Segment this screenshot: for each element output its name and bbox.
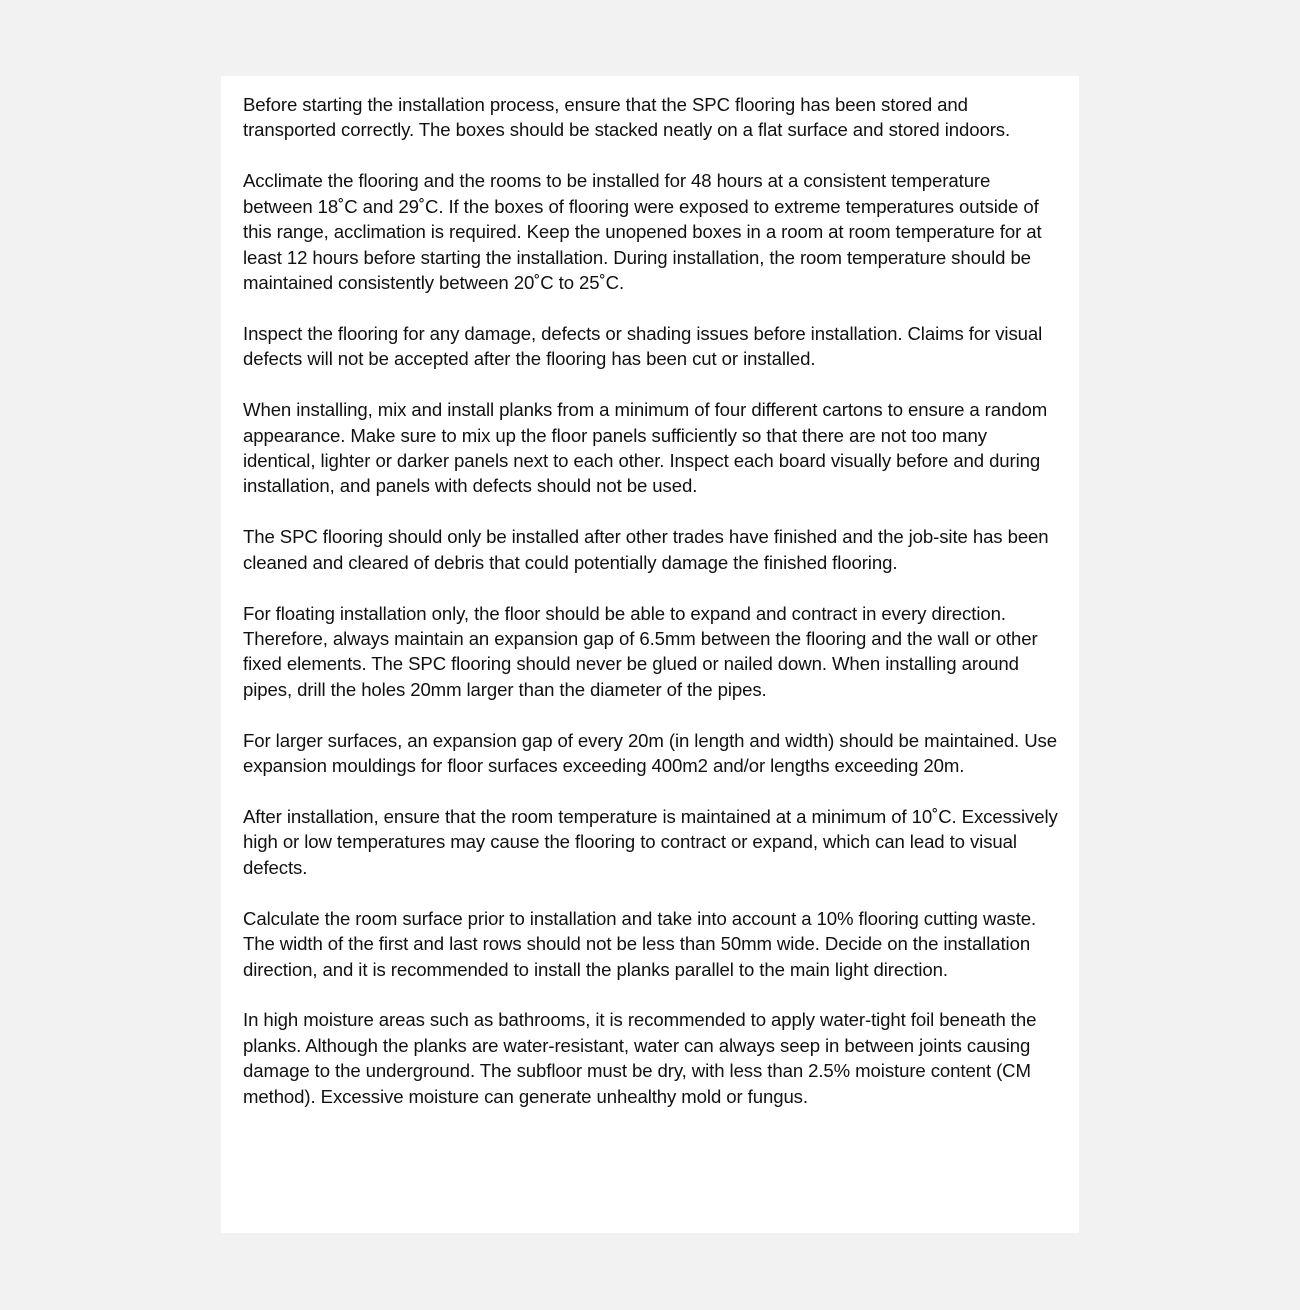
paragraph-job-site: The SPC flooring should only be installed after other trades have finished and the job-site has been cleaned and cleared of debris that could potentially damage the finished flooring. [243,526,1049,573]
paragraph-inspection: Inspect the flooring for any damage, defects or shading issues before installation. Claims for visual defects will not be accepted after the flooring has been cut or installed. [243,322,1043,370]
document-card [221,76,1079,1233]
paragraph-floating-installation: For floating installation only, the floor should be able to expand and contract in every direction. Therefore, always maintain an expansion gap of 6.5mm between the flooring and the wall or other fixed elements. The SPC flooring should never be glued or nailed down. When installing around pipes, drill the holes 20mm larger than the diameter of the pipes. [243,602,1038,700]
paragraph-moisture: In high moisture areas such as bathrooms, it is recommended to apply water-tight foil beneath the planks. Although the planks are water-resistant, water can always seep in between joints causing damage to the underground. The subfloor must be dry, with less than 2.5% moisture content (CM method). Excessive moisture can generate unhealthy mold or fungus. [243,1009,1037,1107]
paragraph-after-installation: After installation, ensure that the room temperature is maintained at a minimum of 10˚C. Excessively high or low temperatures may cause the flooring to contract or expand, which can lead to visual defects. [243,806,1058,878]
paragraph-acclimation: Acclimate the flooring and the rooms to be installed for 48 hours at a consistent temperature between 18˚C and 29˚C. If the boxes of flooring were exposed to extreme temperatures outside of this range, acclimation is required. Keep the unopened boxes in a room at room temperature for at least 12 hours before starting the installation. During installation, the room temperature should be maintained consistently between 20˚C to 25˚C. [243,170,1042,293]
paragraph-storage: Before starting the installation process, ensure that the SPC flooring has been stored and transported correctly. The boxes should be stacked neatly on a flat surface and stored indoors. [243,94,1011,141]
paragraph-surface-calculation: Calculate the room surface prior to installation and take into account a 10% flooring cutting waste. The width of the first and last rows should not be less than 50mm wide. Decide on the installation direction, and it is recommended to install the planks parallel to the main light direction. [243,907,1037,980]
paragraph-larger-surfaces: For larger surfaces, an expansion gap of every 20m (in length and width) should be maintained. Use expansion mouldings for floor surfaces exceeding 400m2 and/or lengths exceeding 20m. [243,729,1057,777]
paragraph-mixing-planks: When installing, mix and install planks from a minimum of four different cartons to ensure a random appearance. Make sure to mix up the floor panels sufficiently so that there are not too many identical, lighter or darker panels next to each other. Inspect each board visually before and during installation, and panels with defects should not be used. [243,399,1048,497]
